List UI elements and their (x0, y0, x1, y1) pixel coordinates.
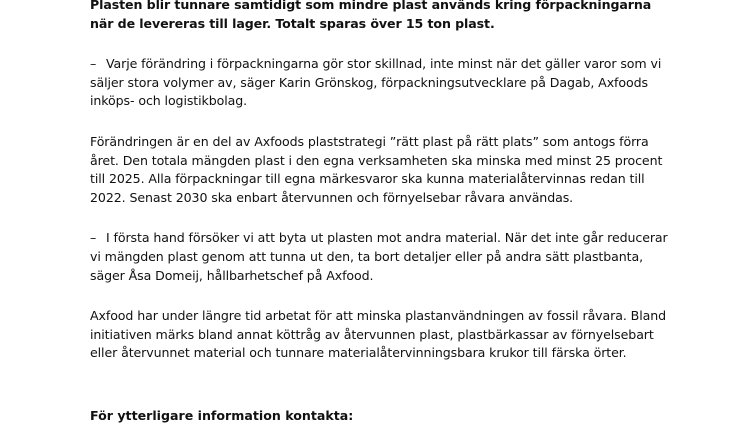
quote-text: I första hand försöker vi att byta ut plasten mot andra material. När det inte går reducerar vi mängden plast genom att tunna ut den, ta bort detaljer eller på andra sätt plastbanta, säger Åsa Domeij, hållbarhetschef på Axfood. (90, 230, 668, 283)
quote-dash: – (90, 56, 97, 72)
strategy-paragraph: Förändringen är en del av Axfoods plaststrategi ”rätt plast på rätt plats” som antogs förra året. Den totala mängden plast i den egna verksamheten ska minska med minst 25 procent till 2025. Alla förpackningar till egna märkesvaror ska kunna materialåtervinnas redan till 2022. Senast 2030 ska enbart återvunnen och förnyelsebar råvara användas. (90, 133, 663, 205)
initiatives-paragraph: Axfood har under längre tid arbetat för att minska plastanvändningen av fossil råvara. Bland initiativen märks bland annat köttråg av återvunnen plast, plastbärkassar av förnyelsebart eller återvunnet material och tunnare materialåtervinningsbara krukor till färska örter. (90, 308, 666, 361)
contact-heading: För ytterligare information kontakta: (90, 408, 354, 423)
quote-text: Varje förändring i förpackningarna gör stor skillnad, inte minst när det gäller varor som vi säljer stora volymer av, säger Karin Grönskog, förpackningsutvecklare på Dagab, Axfoods inköps- och logistikbolag. (90, 56, 662, 109)
quote-dash: – (90, 230, 97, 246)
quote-paragraph-karin (90, 55, 670, 111)
document-body (90, 0, 670, 385)
lead-paragraph: Plasten blir tunnare samtidigt som mindre plast används kring förpackningarna när de levereras till lager. Totalt sparas över 15 ton plast. (90, 0, 652, 31)
quote-paragraph-asa (90, 229, 670, 285)
